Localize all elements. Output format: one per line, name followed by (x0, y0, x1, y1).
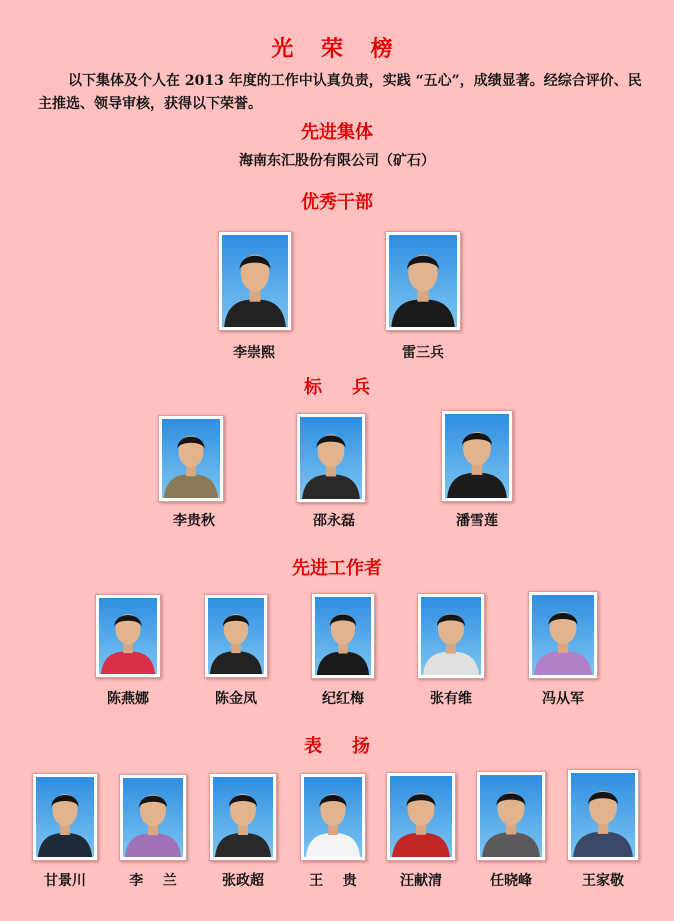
portrait-photo (441, 410, 513, 502)
portrait-photo (385, 231, 461, 331)
person-name: 任晓峰 (490, 873, 532, 889)
company-name: 海南东汇股份有限公司（矿石） (239, 153, 435, 169)
person-name: 汪献清 (400, 873, 442, 889)
portrait-photo (209, 773, 277, 861)
person-name: 潘雪莲 (456, 513, 498, 529)
person-name: 纪红梅 (322, 691, 364, 707)
person-name: 李崇熙 (233, 345, 275, 361)
portrait-photo (528, 591, 598, 679)
person-name: 李 兰 (129, 873, 177, 889)
person-name: 陈燕娜 (107, 691, 149, 707)
portrait-photo (95, 594, 161, 678)
person-name: 张政超 (222, 873, 264, 889)
person-name: 张有维 (430, 691, 472, 707)
portrait-photo (32, 773, 98, 861)
portrait-photo (300, 773, 366, 861)
person-name: 王 贵 (309, 873, 357, 889)
person-name: 李贵秋 (173, 513, 215, 529)
intro-paragraph: 以下集体及个人在 2013 年度的工作中认真负责，实践 “五心”，成绩显著。经综合评价、民主推选、领导审核，获得以下荣誉。 (38, 73, 642, 112)
portrait-photo (204, 594, 268, 678)
portrait-photo (296, 413, 366, 503)
person-name: 王家敬 (582, 873, 624, 889)
portrait-photo (311, 593, 375, 679)
heading-excellent-cadre: 优秀干部 (301, 192, 373, 213)
person-name: 雷三兵 (402, 345, 444, 361)
heading-model-soldier: 标兵 (304, 377, 400, 398)
portrait-photo (218, 231, 292, 331)
portrait-photo (567, 769, 639, 861)
portrait-photo (158, 415, 224, 502)
portrait-photo (417, 593, 485, 679)
heading-advanced-worker: 先进工作者 (292, 558, 382, 579)
page-title: 光 荣 榜 (271, 36, 403, 62)
heading-commendation: 表扬 (304, 736, 400, 757)
portrait-photo (386, 772, 456, 861)
heading-advanced-collective: 先进集体 (301, 122, 373, 143)
person-name: 甘景川 (44, 873, 86, 889)
portrait-photo (119, 774, 187, 861)
portrait-photo (476, 771, 546, 861)
person-name: 邵永磊 (313, 513, 355, 529)
person-name: 冯从军 (542, 691, 584, 707)
person-name: 陈金凤 (215, 691, 257, 707)
